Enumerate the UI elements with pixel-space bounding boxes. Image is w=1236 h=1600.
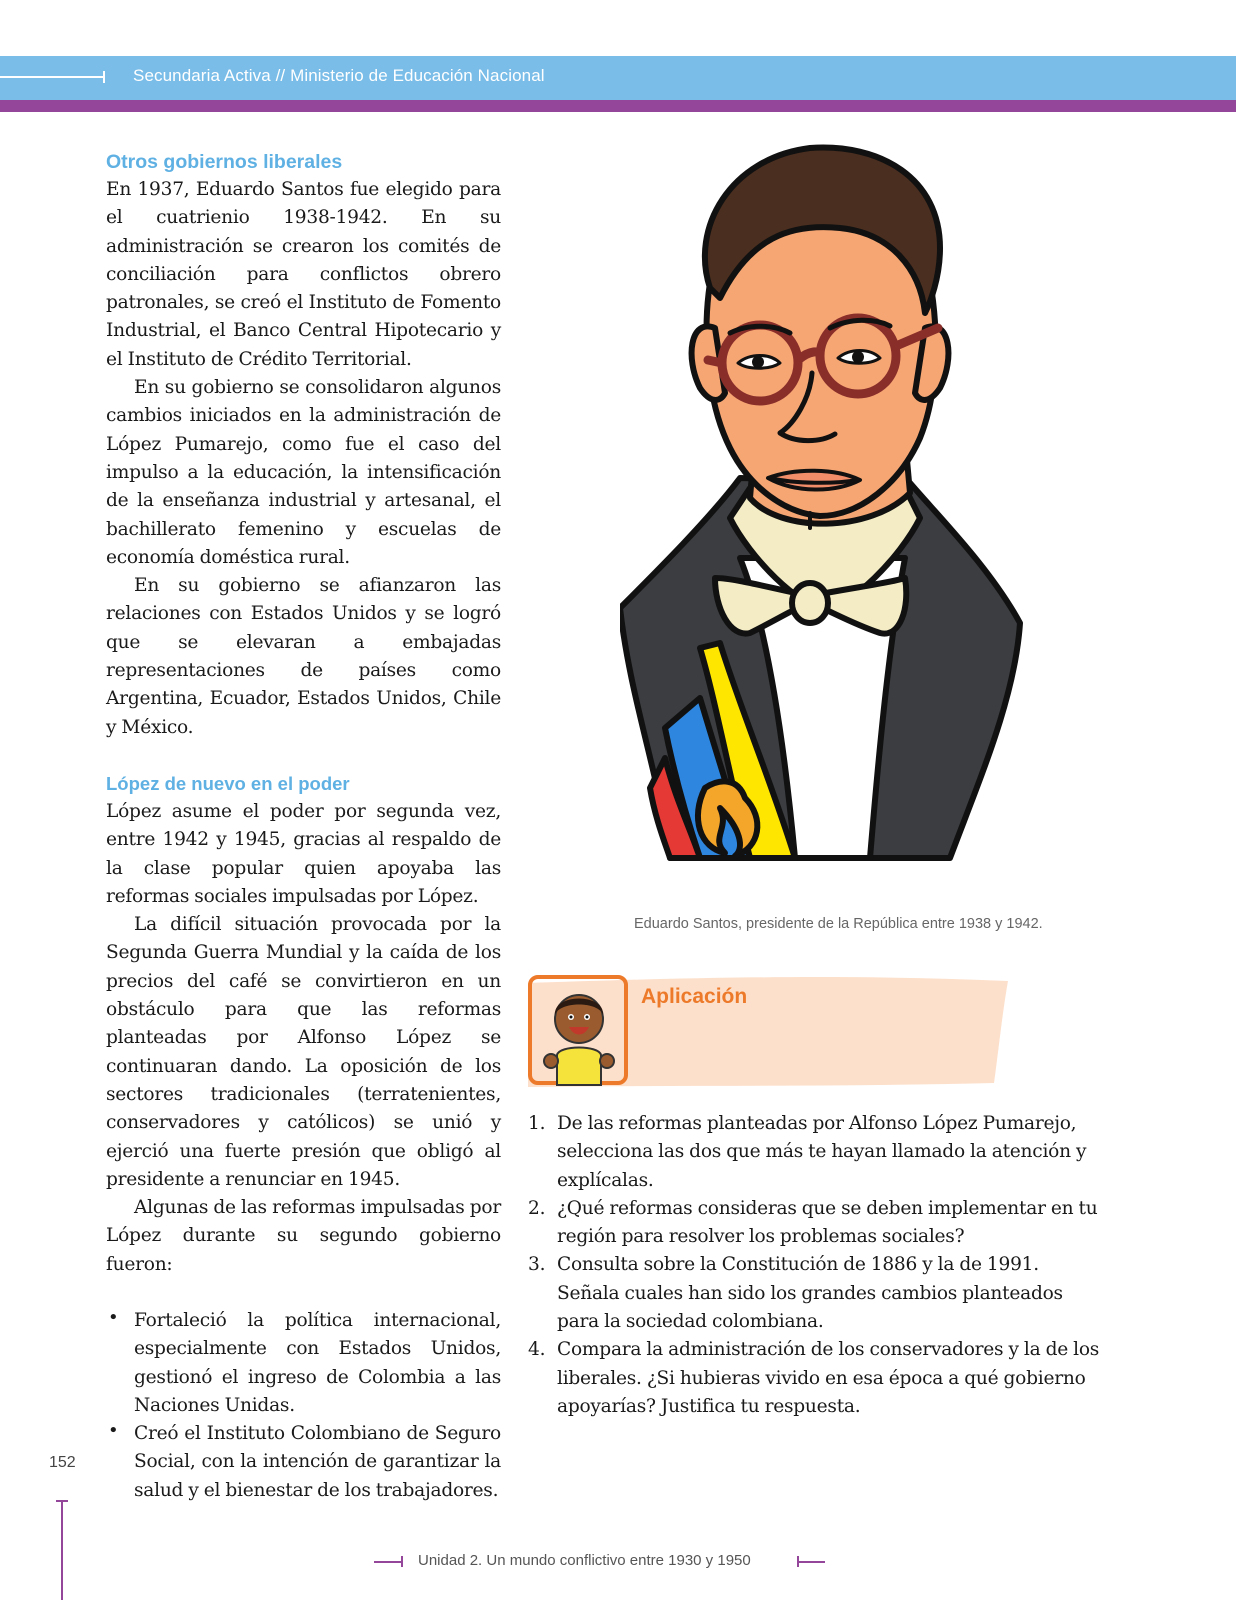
question-text: Compara la administración de los conservadores y la de los liberales. ¿Si hubieras vivido en esa época a qué gobierno apoyarías? Justifica tu respuesta. — [557, 1339, 1100, 1417]
left-column — [106, 148, 501, 1505]
list-item — [528, 1195, 1106, 1252]
student-avatar-icon — [529, 975, 629, 1087]
question-number: 1. — [528, 1113, 546, 1134]
application-title: Aplicación — [641, 985, 748, 1008]
footer-rule-left-tick — [401, 1556, 403, 1567]
list-item — [528, 1251, 1106, 1336]
page-number: 152 — [49, 1454, 76, 1471]
footer-rule-left — [374, 1561, 402, 1563]
question-text: ¿Qué reformas consideras que se deben implementar en tu región para resolver los problemas sociales? — [557, 1197, 1098, 1248]
question-number: 2. — [528, 1197, 546, 1219]
bullet-icon: • — [108, 1306, 119, 1328]
header-rule-tick — [103, 71, 105, 83]
footer-unit — [418, 1552, 751, 1569]
header-title: Secundaria Activa // Ministerio de Educación Nacional — [133, 66, 545, 85]
list-item — [106, 1307, 501, 1420]
header-accent-stripe — [0, 100, 1236, 112]
paragraph: En 1937, Eduardo Santos fue elegido para el cuatrienio 1938-1942. En su administración se crearon los comités de conciliación para conflictos obrero patronales, se creó el Instituto de Fomento Industrial, el Banco Central Hipotecario y el Instituto de Crédito Territorial. — [106, 179, 501, 370]
portrait-caption: Eduardo Santos, presidente de la República entre 1938 y 1942. — [634, 916, 1043, 932]
list-item — [528, 1110, 1106, 1195]
footer-rule-right — [797, 1561, 825, 1563]
eduardo-santos-portrait — [620, 138, 1040, 883]
bullet-icon: • — [108, 1420, 119, 1442]
list-item-text: Fortaleció la política internacional, especialmente con Estados Unidos, gestionó el ingreso de Colombia a las Naciones Unidas. — [134, 1309, 501, 1416]
paragraph: López asume el poder por segunda vez, entre 1942 y 1945, gracias al respaldo de la clase popular quien apoyaba las reformas sociales impulsadas por López. — [106, 800, 501, 907]
margin-rule — [61, 1500, 63, 1600]
paragraph: En su gobierno se afianzaron las relaciones con Estados Unidos y se logró que se elevaran a embajadas representaciones de países como Argentina, Ecuador, Estados Unidos, Chile y México. — [106, 575, 501, 738]
list-item — [106, 1420, 501, 1505]
footer-rule-right-tick — [797, 1556, 799, 1567]
section-title-lopez-de-nuevo: López de nuevo en el poder — [106, 772, 350, 794]
question-number: 3. — [528, 1254, 546, 1276]
paragraph: La difícil situación provocada por la Segunda Guerra Mundial y la caída de los precios del café se convirtieron en un obstáculo para que las reformas planteadas por Alfonso López se continuaran dando. La oposición de los sectores tradicionales (terratenientes, conservadores y católicos) se unió y ejerció una fuerte presión que obligó al presidente a renunciar en 1945. — [106, 914, 501, 1190]
paragraph: En su gobierno se consolidaron algunos cambios iniciados en la administración de López Pumarejo, como fue el caso del impulso a la educación, la intensificación de la enseñanza industrial y artesanal, el bachillerato femenino y escuelas de economía doméstica rural. — [106, 377, 501, 568]
spacer — [106, 742, 501, 770]
footer-unit-label: Unidad 2. — [418, 1552, 483, 1569]
section-title-otros-gobiernos: Otros gobiernos liberales — [106, 151, 343, 173]
reform-list — [106, 1307, 501, 1505]
question-text: De las reformas planteadas por Alfonso López Pumarejo, selecciona las dos que más te hayan llamado la atención y explícalas. — [557, 1113, 1087, 1191]
footer-unit-title: Un mundo conflictivo entre 1930 y 1950 — [486, 1552, 751, 1569]
question-number: 4. — [528, 1339, 546, 1361]
header-rule — [0, 76, 104, 78]
list-item-text: Creó el Instituto Colombiano de Seguro Social, con la intención de garantizar la salud y el bienestar de los trabajadores. — [134, 1423, 501, 1501]
paragraph: Algunas de las reformas impulsadas por López durante su segundo gobierno fueron: — [106, 1197, 501, 1275]
question-text: Consulta sobre la Constitución de 1886 y la de 1991. Señala cuales han sido los grandes cambios planteados para la sociedad colombiana. — [557, 1254, 1063, 1333]
application-questions — [528, 1110, 1106, 1421]
list-item — [528, 1336, 1106, 1421]
spacer — [106, 1279, 501, 1307]
